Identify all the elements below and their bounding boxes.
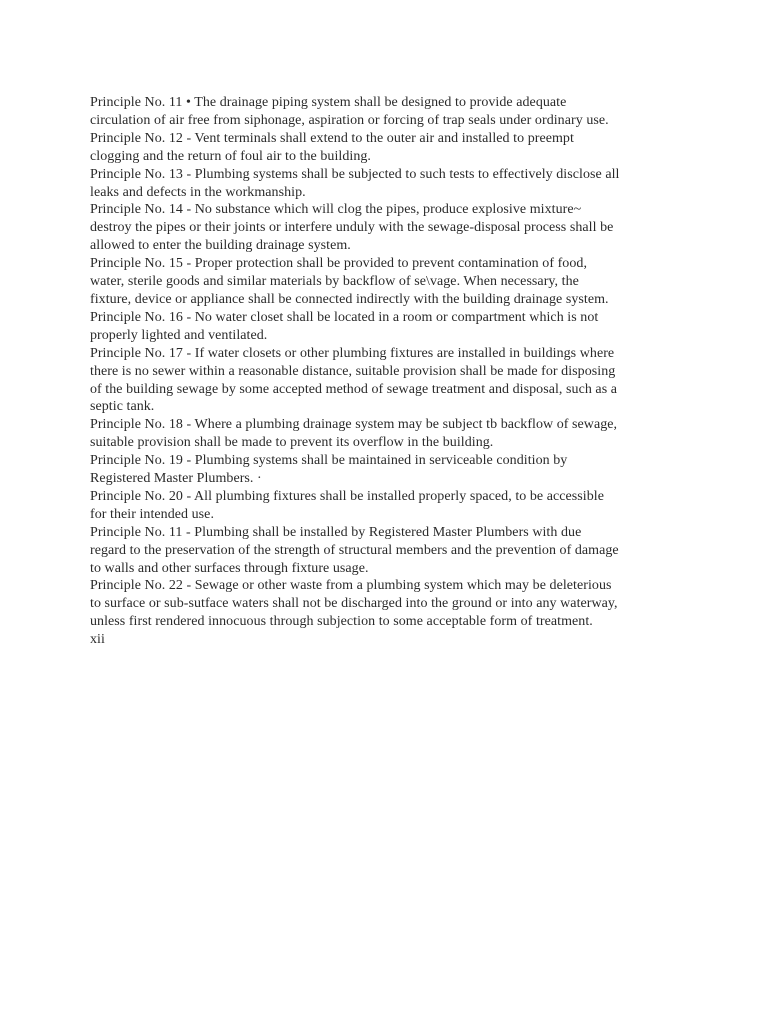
principle-18: Principle No. 18 - Where a plumbing drainage system may be subject tb backflow of sewage, suitable provision shall be made to prevent its overflow in the building. — [90, 417, 618, 451]
principle-22: Principle No. 22 - Sewage or other waste from a plumbing system which may be deleterious to surface or sub-sutface waters shall not be discharged into the ground or into any waterway, unless first rendered innocuous through subjection to some acceptable form of treatment. — [90, 578, 618, 630]
principle-14: Principle No. 14 - No substance which will clog the pipes, produce explosive mixture~ destroy the pipes or their joints or interfere unduly with the sewage-disposal process shall be allowed to enter the building drainage system. — [90, 202, 614, 254]
principle-16: Principle No. 16 - No water closet shall be located in a room or compartment which is not properly lighted and ventilated. — [90, 309, 599, 343]
principle-19: Principle No. 19 - Plumbing systems shall be maintained in serviceable condition by Registered Master Plumbers. · — [90, 453, 568, 487]
page-number: xii — [90, 632, 105, 648]
document-page — [90, 94, 620, 649]
principle-13: Principle No. 13 - Plumbing systems shall be subjected to such tests to effectively disclose all leaks and defects in the workmanship. — [90, 166, 620, 200]
principle-17: Principle No. 17 - If water closets or other plumbing fixtures are installed in buildings where there is no sewer within a reasonable distance, suitable provision shall be made for disposing of the building sewage by some accepted method of sewage treatment and disposal, such as a septic tank. — [90, 345, 618, 415]
principle-15: Principle No. 15 - Proper protection shall be provided to prevent contamination of food, water, sterile goods and similar materials by backflow of se\vage. When necessary, the fixture, device or appliance shall be connected indirectly with the building drainage system. — [90, 256, 609, 307]
principle-21: Principle No. 11 - Plumbing shall be installed by Registered Master Plumbers with due regard to the preservation of the strength of structural members and the prevention of damage to walls and other surfaces through fixture usage. — [90, 524, 619, 576]
principle-20: Principle No. 20 - All plumbing fixtures shall be installed properly spaced, to be accessible for their intended use. — [90, 488, 604, 522]
principle-12: Principle No. 12 - Vent terminals shall extend to the outer air and installed to preempt clogging and the return of foul air to the building. — [90, 130, 574, 164]
principle-11: Principle No. 11 • The drainage piping system shall be designed to provide adequate circulation of air free from siphonage, aspiration or forcing of trap seals under ordinary use. — [90, 95, 609, 128]
